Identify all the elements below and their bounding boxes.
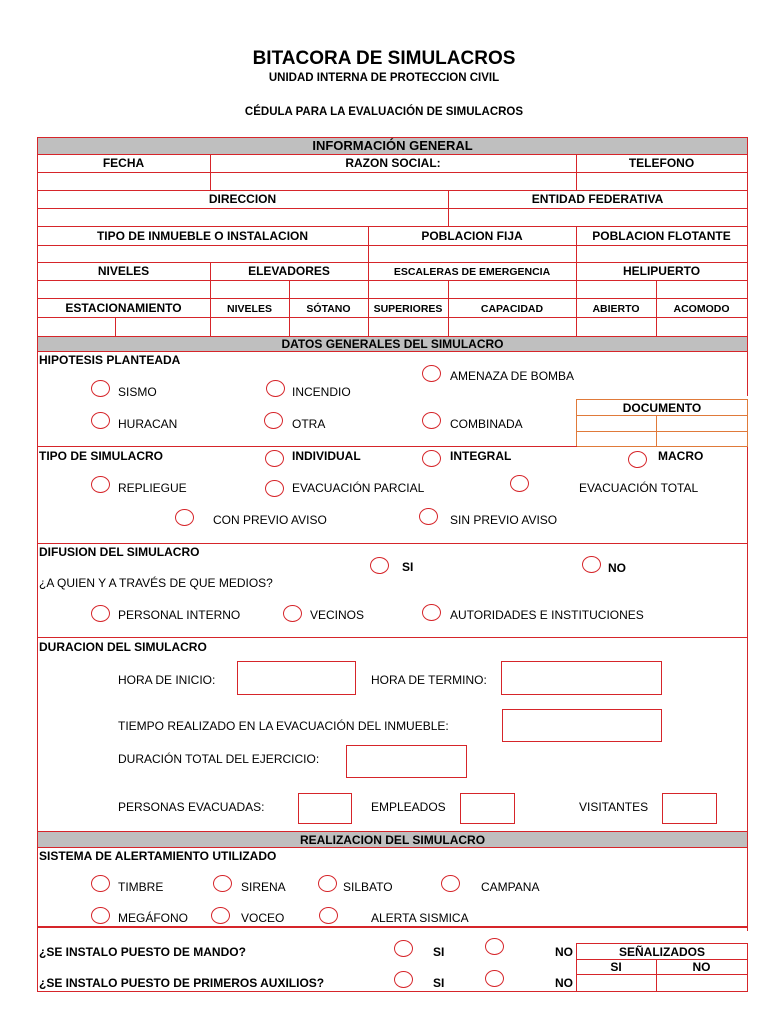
label-poblacion-fija: POBLACION FIJA [421,229,523,243]
rule [576,943,748,944]
radio-campana[interactable] [441,875,460,892]
option-puesto-mando-no: NO [555,945,573,959]
label-estacionamiento: ESTACIONAMIENTO [65,301,182,315]
rule [576,431,748,432]
option-personal-interno: PERSONAL INTERNO [118,608,241,622]
option-alerta-sismica: ALERTA SISMICA [371,911,469,925]
label-hora-inicio: HORA DE INICIO: [118,673,216,687]
label-entidad: ENTIDAD FEDERATIVA [531,192,664,206]
radio-sin-previo-aviso[interactable] [419,508,438,525]
label-visitantes: VISITANTES [579,800,649,814]
label-hora-termino: HORA DE TERMINO: [371,673,487,687]
datos-heading: DATOS GENERALES DEL SIMULACRO [281,337,504,351]
hora-inicio-field[interactable] [237,661,356,695]
label-niveles-estacionamiento: NIVELES [227,303,272,315]
label-telefono: TELEFONO [628,156,695,170]
label-senalizados-no: NO [692,960,711,974]
rule [37,208,748,209]
label-sotano: SÓTANO [306,303,351,315]
label-documento: DOCUMENTO [622,401,702,415]
document-title: BITACORA DE SIMULACROS [252,48,516,69]
radio-megafono[interactable] [91,907,110,924]
option-sismo: SISMO [118,385,157,399]
option-difusion-si: SI [402,560,414,574]
option-silbato: SILBATO [343,880,393,894]
option-evacuacion-total: EVACUACIÓN TOTAL [579,481,699,495]
rule [37,262,748,263]
option-amenaza-bomba: AMENAZA DE BOMBA [450,369,575,383]
rule [37,637,748,638]
option-megafono: MEGÁFONO [118,911,189,925]
document-subtitle: UNIDAD INTERNA DE PROTECCION CIVIL [268,72,500,84]
form-border-right-top [747,137,748,396]
radio-integral[interactable] [422,450,441,467]
option-timbre: TIMBRE [118,880,164,894]
rule [576,446,748,447]
rule [37,831,748,832]
radio-incendio[interactable] [266,380,285,397]
visitantes-field[interactable] [662,793,717,824]
label-direccion: DIRECCION [208,192,277,206]
radio-personal-interno[interactable] [91,605,110,622]
label-fecha: FECHA [102,156,145,170]
hora-termino-field[interactable] [501,661,662,695]
option-incendio: INCENDIO [292,385,351,399]
label-puesto-mando: ¿SE INSTALO PUESTO DE MANDO? [39,945,246,959]
option-combinada: COMBINADA [450,417,523,431]
option-sirena: SIRENA [241,880,286,894]
rule [37,298,748,299]
option-difusion-no: NO [608,561,626,575]
radio-voceo[interactable] [211,907,230,924]
rule [656,415,657,447]
radio-macro[interactable] [628,451,647,468]
label-hipotesis: HIPOTESIS PLANTEADA [39,353,181,367]
rule [37,317,748,318]
option-macro: MACRO [658,449,704,463]
rule [37,926,748,928]
option-sin-previo-aviso: SIN PREVIO AVISO [450,513,558,527]
radio-amenaza-bomba[interactable] [422,365,441,382]
form-border-right-mid [747,446,748,931]
rule [37,280,748,281]
radio-repliegue[interactable] [91,476,110,493]
rule [37,190,748,191]
label-puesto-auxilios: ¿SE INSTALO PUESTO DE PRIMEROS AUXILIOS? [39,976,325,990]
realizacion-heading: REALIZACION DEL SIMULACRO [299,833,486,847]
radio-puesto-auxilios-no[interactable] [485,970,504,987]
option-otra: OTRA [292,417,326,431]
radio-difusion-si[interactable] [370,557,389,574]
label-personas-evacuadas: PERSONAS EVACUADAS: [118,800,265,814]
label-capacidad: CAPACIDAD [480,303,544,315]
rule [37,847,748,848]
label-duracion: DURACION DEL SIMULACRO [39,640,207,654]
label-difusion: DIFUSION DEL SIMULACRO [39,545,200,559]
label-helipuerto: HELIPUERTO [622,264,701,278]
label-tipo-simulacro: TIPO DE SIMULACRO [39,449,164,463]
label-duracion-total: DURACIÓN TOTAL DEL EJERCICIO: [118,752,320,766]
option-individual: INDIVIDUAL [292,449,361,463]
rule [37,172,748,173]
radio-difusion-no[interactable] [582,556,601,573]
radio-silbato[interactable] [318,875,337,892]
radio-puesto-mando-no[interactable] [485,938,504,955]
rule [37,543,748,544]
option-integral: INTEGRAL [450,449,512,463]
radio-evacuacion-parcial[interactable] [265,480,284,497]
duracion-total-field[interactable] [346,745,467,778]
radio-vecinos[interactable] [283,605,302,622]
option-voceo: VOCEO [241,911,285,925]
rule [576,991,748,992]
label-abierto: ABIERTO [592,303,640,315]
label-superiores: SUPERIORES [373,303,443,315]
rule [115,317,116,336]
label-tiempo-realizado: TIEMPO REALIZADO EN LA EVACUACIÓN DEL INMUEBLE: [118,719,449,733]
option-puesto-mando-si: SI [433,945,445,959]
rule [37,991,577,992]
rule [37,446,577,447]
rule [37,154,748,155]
form-title: CÉDULA PARA LA EVALUACIÓN DE SIMULACROS [244,106,524,118]
rule [37,245,748,246]
label-senalizados-si: SI [610,960,622,974]
label-empleados: EMPLEADOS [371,800,446,814]
radio-puesto-auxilios-si[interactable] [394,971,413,988]
label-poblacion-flotante: POBLACION FLOTANTE [592,229,731,243]
radio-puesto-mando-si[interactable] [394,940,413,957]
label-razon-social: RAZON SOCIAL: [345,156,441,170]
label-elevadores: ELEVADORES [248,264,330,278]
option-campana: CAMPANA [481,880,540,894]
option-evacuacion-parcial: EVACUACIÓN PARCIAL [292,481,425,495]
option-puesto-auxilios-no: NO [555,976,573,990]
label-senalizados: SEÑALIZADOS [618,945,705,959]
label-escaleras: ESCALERAS DE EMERGENCIA [393,266,551,278]
radio-individual[interactable] [265,450,284,467]
radio-sismo[interactable] [91,380,110,397]
tiempo-realizado-field[interactable] [502,709,662,742]
label-quien-medios: ¿A QUIEN Y A TRAVÉS DE QUE MEDIOS? [39,576,273,590]
radio-evacuacion-total[interactable] [510,475,529,492]
label-tipo-inmueble: TIPO DE INMUEBLE O INSTALACION [96,229,309,243]
radio-sirena[interactable] [213,875,232,892]
label-acomodo: ACOMODO [673,303,730,315]
rule [37,351,748,352]
option-con-previo-aviso: CON PREVIO AVISO [213,513,327,527]
label-niveles: NIVELES [97,264,150,278]
radio-otra[interactable] [264,412,283,429]
rule [576,415,748,416]
empleados-field[interactable] [460,793,515,824]
option-repliegue: REPLIEGUE [118,481,187,495]
personas-evacuadas-field[interactable] [298,793,352,824]
rule [576,399,748,400]
rule [576,974,748,975]
general-heading: INFORMACIÓN GENERAL [312,138,473,153]
option-huracan: HURACAN [118,417,178,431]
label-sistema-alertamiento: SISTEMA DE ALERTAMIENTO UTILIZADO [39,849,277,863]
rule [37,226,748,227]
radio-combinada[interactable] [422,412,441,429]
option-autoridades: AUTORIDADES E INSTITUCIONES [450,608,644,622]
radio-autoridades[interactable] [422,604,441,621]
radio-huracan[interactable] [91,412,110,429]
option-puesto-auxilios-si: SI [433,976,445,990]
radio-alerta-sismica[interactable] [319,907,338,924]
option-vecinos: VECINOS [310,608,365,622]
radio-timbre[interactable] [91,875,110,892]
radio-con-previo-aviso[interactable] [175,509,194,526]
